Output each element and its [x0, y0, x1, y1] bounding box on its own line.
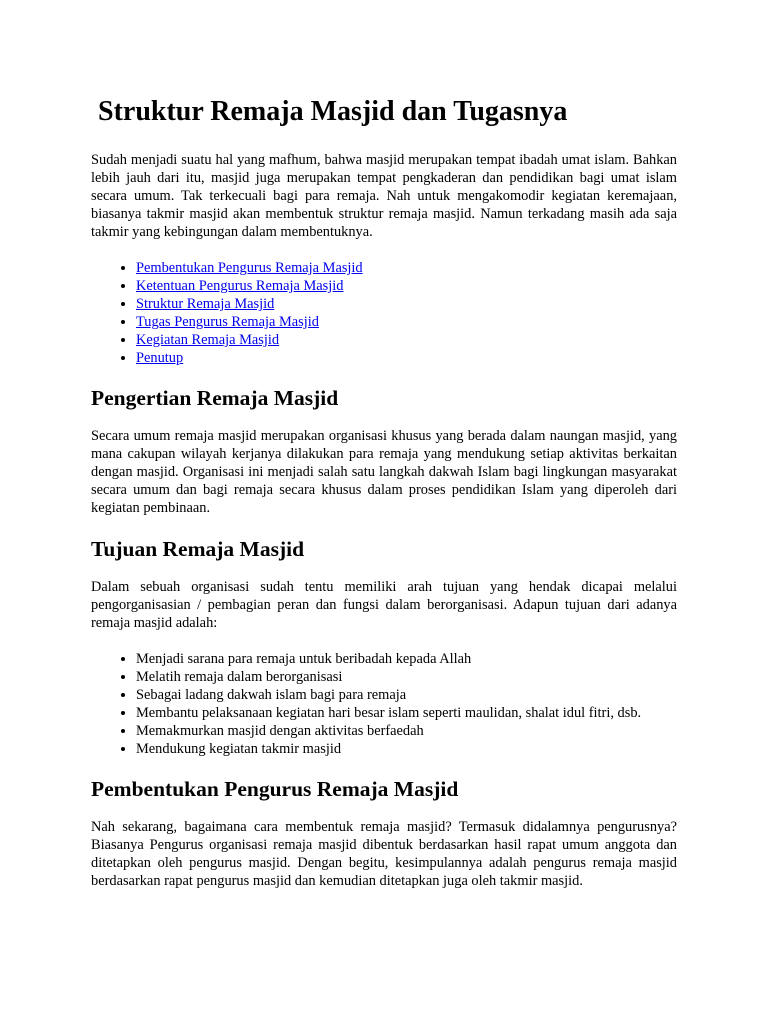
table-of-contents: [91, 259, 677, 367]
list-item: • Memakmurkan masjid dengan aktivitas berfaedah: [136, 722, 677, 740]
toc-item: [136, 259, 677, 277]
list-item: • Sebagai ladang dakwah islam bagi para remaja: [136, 686, 677, 704]
toc-link-struktur[interactable]: Struktur Remaja Masjid: [136, 296, 275, 312]
section-heading-pengertian: Pengertian Remaja Masjid: [91, 386, 339, 410]
list-item: • Menjadi sarana para remaja untuk beribadah kepada Allah: [136, 650, 677, 668]
page-title: Struktur Remaja Masjid dan Tugasnya: [98, 96, 568, 127]
list-item: • Membantu pelaksanaan kegiatan hari besar islam seperti maulidan, shalat idul fitri, dsb.: [136, 704, 677, 722]
toc-link-tugas[interactable]: Tugas Pengurus Remaja Masjid: [136, 314, 319, 330]
section-paragraph-pengertian: Secara umum remaja masjid merupakan organisasi khusus yang berada dalam naungan masjid, yang mana cakupan wilayah kerjanya dilakukan para remaja yang mendukung setiap aktivitas berkaitan dengan masjid. Organisasi ini menjadi salah satu langkah dakwah Islam bagi lingkungan masyarakat secara umum dan bagi remaja secara khusus dalam proses pendidikan Islam yang diperoleh dari kegiatan pembinaan.: [91, 428, 677, 516]
intro-paragraph: Sudah menjadi suatu hal yang mafhum, bahwa masjid merupakan tempat ibadah umat islam. Bahkan lebih jauh dari itu, masjid juga merupakan tempat pengkaderan dan pendidikan bagi umat islam secara umum. Tak terkecuali bagi para remaja. Nah untuk mengakomodir kegiatan keremajaan, biasanya takmir masjid akan membentuk struktur remaja masjid. Namun terkadang masih ada saja takmir yang kebingungan dalam membentuknya.: [91, 152, 677, 240]
document-page: [91, 94, 677, 890]
toc-link-kegiatan[interactable]: Kegiatan Remaja Masjid: [136, 332, 280, 348]
toc-link-penutup[interactable]: Penutup: [136, 350, 184, 366]
toc-item: [136, 313, 677, 331]
tujuan-list: [91, 650, 677, 758]
toc-item: [136, 277, 677, 295]
toc-item: [136, 331, 677, 349]
toc-item: [136, 349, 677, 367]
toc-link-pembentukan[interactable]: Pembentukan Pengurus Remaja Masjid: [136, 260, 363, 276]
list-item: • Mendukung kegiatan takmir masjid: [136, 740, 677, 758]
section-heading-pembentukan: Pembentukan Pengurus Remaja Masjid: [91, 777, 459, 801]
section-paragraph-tujuan: Dalam sebuah organisasi sudah tentu memiliki arah tujuan yang hendak dicapai melalui pengorganisasian / pembagian peran dan fungsi dalam berorganisasi. Adapun tujuan dari adanya remaja masjid adalah:: [91, 579, 677, 631]
list-item: • Melatih remaja dalam berorganisasi: [136, 668, 677, 686]
section-heading-tujuan: Tujuan Remaja Masjid: [91, 537, 305, 561]
toc-item: [136, 295, 677, 313]
toc-link-ketentuan[interactable]: Ketentuan Pengurus Remaja Masjid: [136, 278, 344, 294]
section-paragraph-pembentukan: Nah sekarang, bagaimana cara membentuk remaja masjid? Termasuk didalamnya pengurusnya? Biasanya Pengurus organisasi remaja masjid dibentuk berdasarkan hasil rapat umum anggota dan ditetapkan oleh pengurus masjid. Dengan begitu, kesimpulannya adalah pengurus remaja masjid berdasarkan rapat pengurus masjid dan kemudian ditetapkan juga oleh takmir masjid.: [91, 819, 677, 889]
